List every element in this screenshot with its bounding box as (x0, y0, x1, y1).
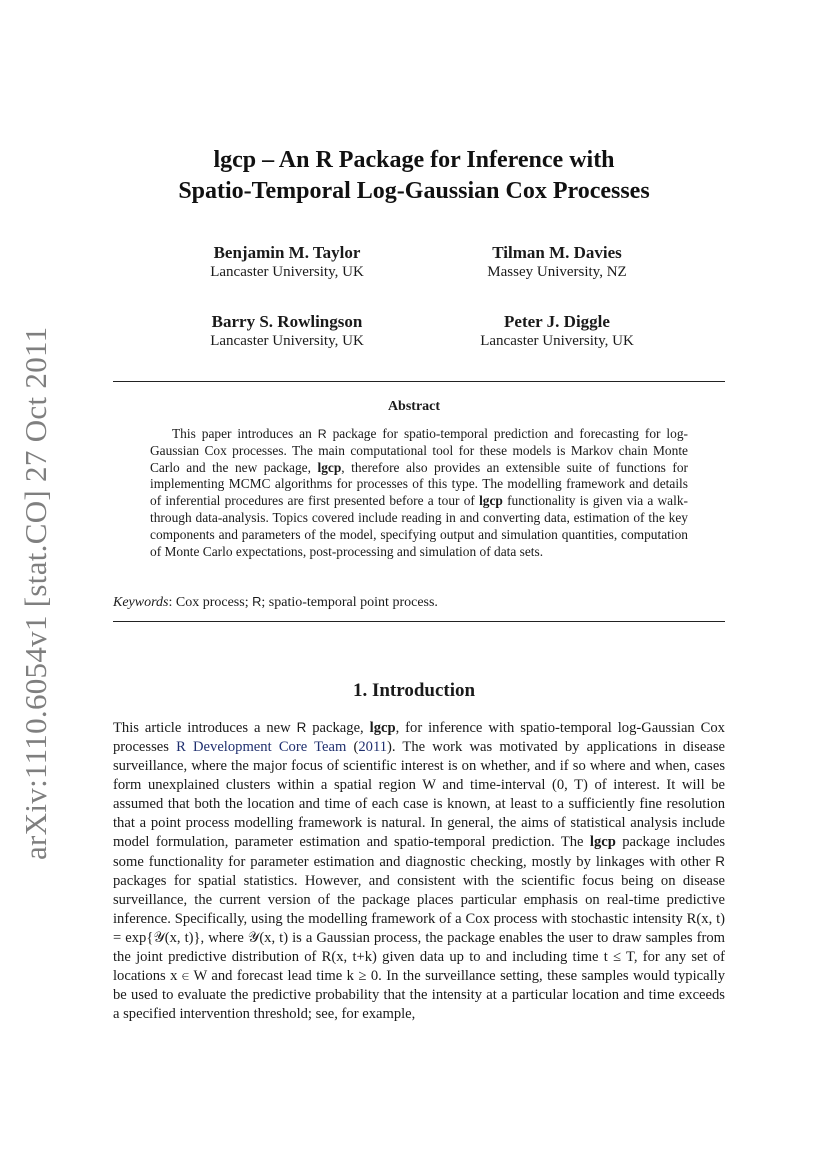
abstract-text-run: , therefore also provides an extensible suite of functions for implementing MCMC algorithms for processes of this type. The modelling framework and details of inferential procedures are first presented before a tour of (150, 459, 688, 509)
title-line-2: Spatio-Temporal Log-Gaussian Cox Processes (178, 178, 650, 204)
section-heading-introduction: 1. Introduction (352, 680, 476, 701)
package-name: lgcp (317, 459, 342, 475)
body-text-run: package, (306, 720, 370, 736)
author-block-2 (442, 243, 672, 282)
author-block-3 (172, 312, 402, 351)
bottom-rule (113, 621, 725, 622)
body-text-run: , for inference with spatio-temporal log-Gaussian Cox processes (113, 720, 725, 755)
abstract-text (150, 426, 688, 560)
title-line-1: lgcp – An R Package for Inference with (213, 147, 615, 173)
citation-link[interactable]: R Development Core Team (176, 739, 347, 755)
author-affiliation: Lancaster University, UK (210, 333, 364, 349)
top-rule (113, 381, 725, 382)
r-language-label: R (317, 427, 327, 441)
body-text-run: This article introduces a new (113, 720, 297, 736)
r-language-label: R (252, 594, 262, 609)
introduction-paragraph (113, 718, 725, 1024)
r-language-label: R (296, 720, 307, 735)
author-name: Peter J. Diggle (504, 312, 610, 331)
abstract-text-run: This paper introduces an (172, 426, 318, 441)
author-affiliation: Massey University, NZ (487, 264, 627, 280)
author-name: Tilman M. Davies (492, 243, 622, 262)
citation-year-link[interactable]: 2011 (358, 739, 387, 755)
keywords-text: ; spatio-temporal point process. (261, 595, 438, 610)
abstract-text-run: package for spatio-temporal prediction and forecasting for log-Gaussian Cox processes. The main computational tool for these models is Markov chain Monte Carlo and the new package, (150, 426, 688, 475)
author-block-1 (172, 243, 402, 282)
keywords-text: : Cox process; (168, 595, 253, 610)
body-text-run: ). The work was motivated by applications in disease surveillance, where the major focus of scientific interest is on whether, and if so where and when, cases form unexplained clusters within a spatial region W and time-interval (0, T) of interest. It will be assumed that both the location and time of each case is known, at least to a sufficiently fine resolution that a point process modelling framework is natural. In general, the aims of statistical analysis include model formulation, parameter estimation and spatio-temporal prediction. The (113, 739, 725, 850)
author-affiliation: Lancaster University, UK (480, 333, 634, 349)
keywords-label: Keywords (113, 595, 169, 610)
paper-title (0, 145, 828, 207)
abstract-heading: Abstract (387, 399, 441, 414)
package-name: lgcp (589, 834, 616, 850)
author-block-4 (442, 312, 672, 351)
author-name: Benjamin M. Taylor (213, 243, 361, 262)
author-name: Barry S. Rowlingson (211, 312, 363, 331)
body-text-run: ( (346, 739, 359, 755)
abstract-text-run: functionality is given via a walk-through data-analysis. Topics covered include reading in and converting data, estimation of the key components and parameters of the model, specifying output and simulation quantities, computation of Monte Carlo expectations, post-processing and simulation of data sets. (150, 493, 689, 559)
package-name: lgcp (479, 493, 503, 509)
r-language-label: R (715, 854, 725, 869)
package-name: lgcp (369, 720, 396, 736)
body-text-run: packages for spatial statistics. However, and consistent with the scientific focus being on disease surveillance, the current version of the package places particular emphasis on real-time predictive inference. Specifically, using the modelling framework of a Cox process with stochastic intensity R(x, t) = exp{𝒴(x, t)}, where 𝒴(x, t) is a Gaussian process, the package enables the user to draw samples from the joint predictive distribution of R(x, t+k) given data up to and including time t ≤ T, for any set of locations x ∈ W and forecast lead time k ≥ 0. In the surveillance setting, these samples would typically be used to evaluate the predictive probability that the intensity at a particular location and time exceeds a specified intervention threshold; see, for example, (113, 873, 725, 1022)
author-affiliation: Lancaster University, UK (210, 264, 364, 280)
keywords-line (113, 594, 438, 611)
arxiv-identifier-stamp: arXiv:1110.6054v1 [stat.CO] 27 Oct 2011 (18, 326, 53, 860)
body-text-run: package includes some functionality for parameter estimation and diagnostic checking, mostly by linkages with other (113, 834, 726, 870)
